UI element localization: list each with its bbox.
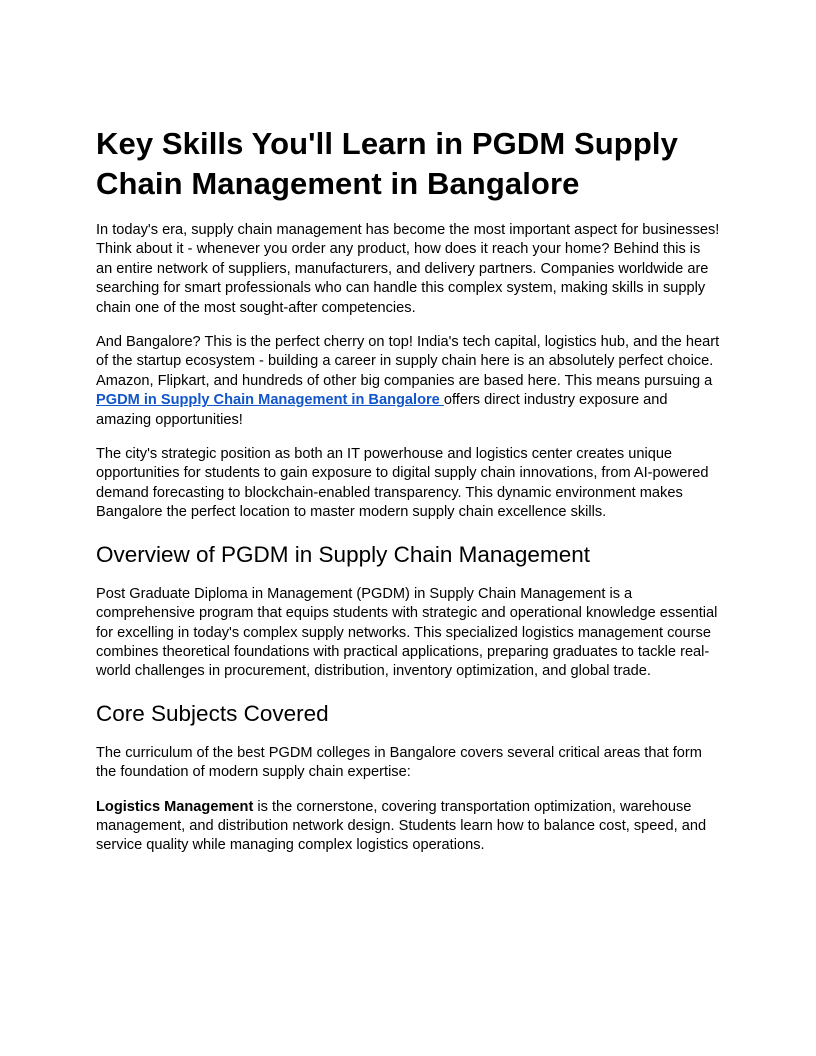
bangalore-paragraph-text-before: And Bangalore? This is the perfect cherry on top! India's tech capital, logistics hub, and the heart of the startup ecosystem - building a career in supply chain here is an absolutely perfect choice. Amazon, Flipkart, and hundreds of other big companies are based here. This means pursuing a xyxy=(96,334,720,389)
bangalore-paragraph-text-after: offers direct industry exposure and amazing opportunities! xyxy=(96,392,668,428)
city-paragraph: The city's strategic position as both an IT powerhouse and logistics center creates unique opportunities for students to gain exposure to digital supply chain innovations, from AI-powered demand forecasting to blockchain-enabled transparency. This dynamic environment makes Bangalore the perfect location to master modern supply chain excellence skills. xyxy=(96,446,709,521)
logistics-text: is the cornerstone, covering transportation optimization, warehouse management, and distribution network design. Students learn how to balance cost, speed, and service quality while managing complex logistics operations. xyxy=(96,798,707,854)
logistics-label: Logistics Management xyxy=(96,798,254,815)
intro-paragraph: In today's era, supply chain management has become the most important aspect for businesses! Think about it - whenever you order any product, how does it reach your home? Behind this is an entire network of suppliers, manufacturers, and delivery partners. Companies worldwide are searching for smart professionals who can handle this complex system, making skills in supply chain one of the most sought-after competencies. xyxy=(96,222,720,316)
core-subjects-heading: Core Subjects Covered xyxy=(96,700,329,726)
core-subjects-paragraph: The curriculum of the best PGDM colleges in Bangalore covers several critical areas that form the foundation of modern supply chain expertise: xyxy=(96,744,702,781)
overview-heading: Overview of PGDM in Supply Chain Management xyxy=(96,541,590,567)
overview-paragraph: Post Graduate Diploma in Management (PGDM) in Supply Chain Management is a comprehensive program that equips students with strategic and operational knowledge essential for excelling in today's complex supply networks. This specialized logistics management course combines theoretical foundations with practical applications, preparing graduates to tackle real-world challenges in procurement, distribution, inventory optimization, and global trade. xyxy=(96,585,718,680)
document-title: Key Skills You'll Learn in PGDM Supply Chain Management in Bangalore xyxy=(96,126,678,201)
bangalore-paragraph xyxy=(96,333,720,430)
logistics-paragraph xyxy=(96,798,720,856)
pgdm-bangalore-link[interactable]: PGDM in Supply Chain Management in Bangalore xyxy=(96,392,444,409)
document-page xyxy=(96,124,720,871)
